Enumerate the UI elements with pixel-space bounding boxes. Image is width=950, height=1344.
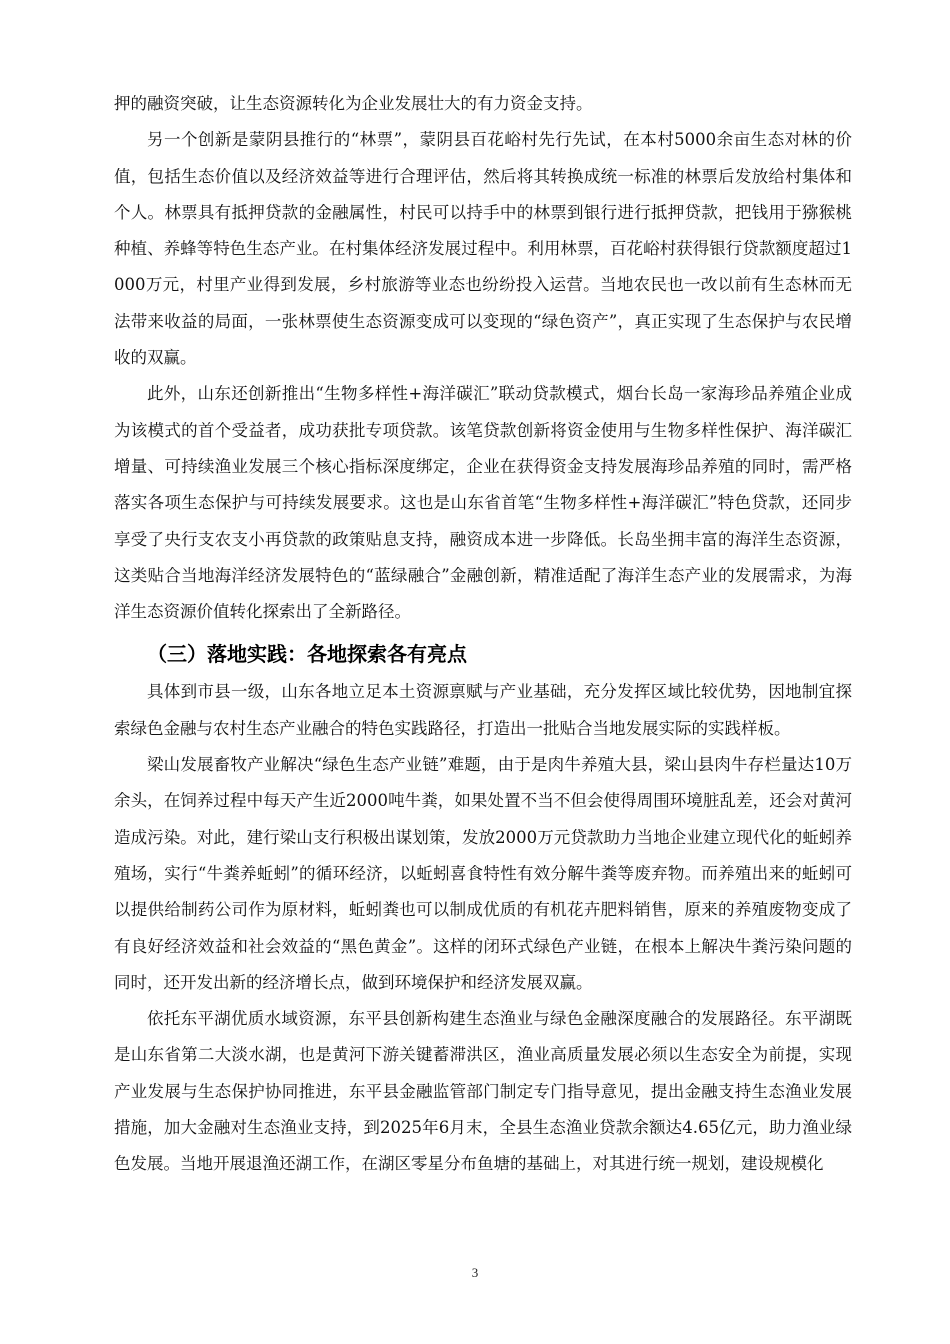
paragraph-biodiversity-loan: 此外，山东还创新推出“生物多样性+海洋碳汇”联动贷款模式，烟台长岛一家海珍品养殖企业成为该模式的首个受益者，成功获批专项贷款。该笔贷款创新将资金使用与生物多样性保护、海洋碳汇增量、可持续渔业发展三个核心指标深度绑定，企业在获得资金支持发展海珍品养殖的同时，需严格落实各项生态保护与可持续发展要求。这也是山东省首笔“生物多样性+海洋碳汇”特色贷款，还同步享受了央行支农支小再贷款的政策贴息支持，融资成本进一步降低。长岛坐拥丰富的海洋生态资源，这类贴合当地海洋经济发展特色的“蓝绿融合”金融创新，精准适配了海洋生态产业的发展需求，为海洋生态资源价值转化探索出了全新路径。 (114, 384, 852, 622)
paragraph-dongping: 依托东平湖优质水域资源，东平县创新构建生态渔业与绿色金融深度融合的发展路径。东平湖既是山东省第二大淡水湖，也是黄河下游关键蓄滞洪区，渔业高质量发展必须以生态安全为前提，实现产业发展与生态保护协同推进，东平县金融监管部门制定专门指导意见，提出金融支持生态渔业发展措施，加大金融对生态渔业支持，到2025年6月末，全县生态渔业贷款余额达4.65亿元，助力渔业绿色发展。当地开展退渔还湖工作，在湖区零星分布鱼塘的基础上，对其进行统一规划，建设规模化 (114, 1009, 852, 1174)
page-body (114, 86, 852, 1183)
paragraph-liangshan: 梁山发展畜牧产业解决“绿色生态产业链”难题，由于是肉牛养殖大县，梁山县肉牛存栏量达10万余头，在饲养过程中每天产生近2000吨牛粪，如果处置不当不但会使得周围环境脏乱差，还会对黄河造成污染。对此，建行梁山支行积极出谋划策，发放2000万元贷款助力当地企业建立现代化的蚯蚓养殖场，实行“牛粪养蚯蚓”的循环经济，以蚯蚓喜食特性有效分解牛粪等废弃物。而养殖出来的蚯蚓可以提供给制药公司作为原材料，蚯蚓粪也可以制成优质的有机花卉肥料销售，原来的养殖废物变成了有良好经济效益和社会效益的“黑色黄金”。这样的闭环式绿色产业链，在根本上解决牛粪污染问题的同时，还开发出新的经济增长点，做到环境保护和经济发展双赢。 (114, 755, 852, 992)
paragraph-lin-piao: 另一个创新是蒙阴县推行的“林票”，蒙阴县百花峪村先行先试，在本村5000余亩生态对林的价值，包括生态价值以及经济效益等进行合理评估，然后将其转换成统一标准的林票后发放给村集体和个人。林票具有抵押贷款的金融属性，村民可以持手中的林票到银行进行抵押贷款，把钱用于猕猴桃种植、养蜂等特色生态产业。在村集体经济发展过程中。利用林票，百花峪村获得银行贷款额度超过1000万元，村里产业得到发展，乡村旅游等业态也纷纷投入运营。当地农民也一改以前有生态林而无法带来收益的局面，一张林票使生态资源变成可以变现的“绿色资产”，真正实现了生态保护与农民增收的双赢。 (114, 130, 852, 368)
page-number: 3 (471, 1265, 479, 1280)
paragraph-continued: 押的融资突破，让生态资源转化为企业发展壮大的有力资金支持。 (114, 94, 593, 113)
section-heading: （三）落地实践：各地探索各有亮点 (147, 642, 467, 667)
paragraph-county-level: 具体到市县一级，山东各地立足本土资源禀赋与产业基础，充分发挥区域比较优势，因地制宜探索绿色金融与农村生态产业融合的特色实践路径，打造出一批贴合当地发展实际的实践样板。 (114, 682, 852, 738)
